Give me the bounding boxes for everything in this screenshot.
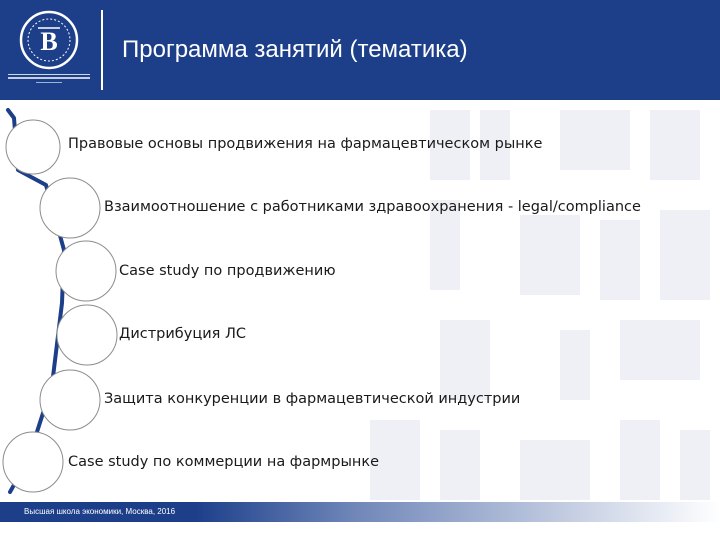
footer-text: Высшая школа экономики, Москва, 2016 (24, 507, 176, 516)
list-item: Case study по продвижению (119, 263, 336, 279)
timeline-node-2 (40, 178, 100, 238)
list-item: Дистрибуция ЛС (119, 326, 246, 342)
list-item: Взаимоотношение с работниками здравоохранения - legal/compliance (104, 199, 641, 215)
timeline-node-6 (3, 432, 63, 492)
timeline-node-4 (57, 305, 117, 365)
timeline-node-3 (56, 241, 116, 301)
slide-title: Программа занятий (тематика) (122, 36, 468, 63)
list-item: Защита конкуренции в фармацевтической индустрии (104, 391, 521, 407)
timeline-node-5 (40, 370, 100, 430)
footer (0, 502, 720, 540)
footer-gradient (196, 502, 720, 522)
svg-text:B: B (40, 27, 58, 56)
timeline-node-1 (6, 120, 60, 174)
footer-bar (0, 502, 196, 522)
list-item: Case study по коммерции на фармрынке (68, 454, 380, 470)
list-item: Правовые основы продвижения на фармацевтическом рынке (68, 136, 543, 152)
